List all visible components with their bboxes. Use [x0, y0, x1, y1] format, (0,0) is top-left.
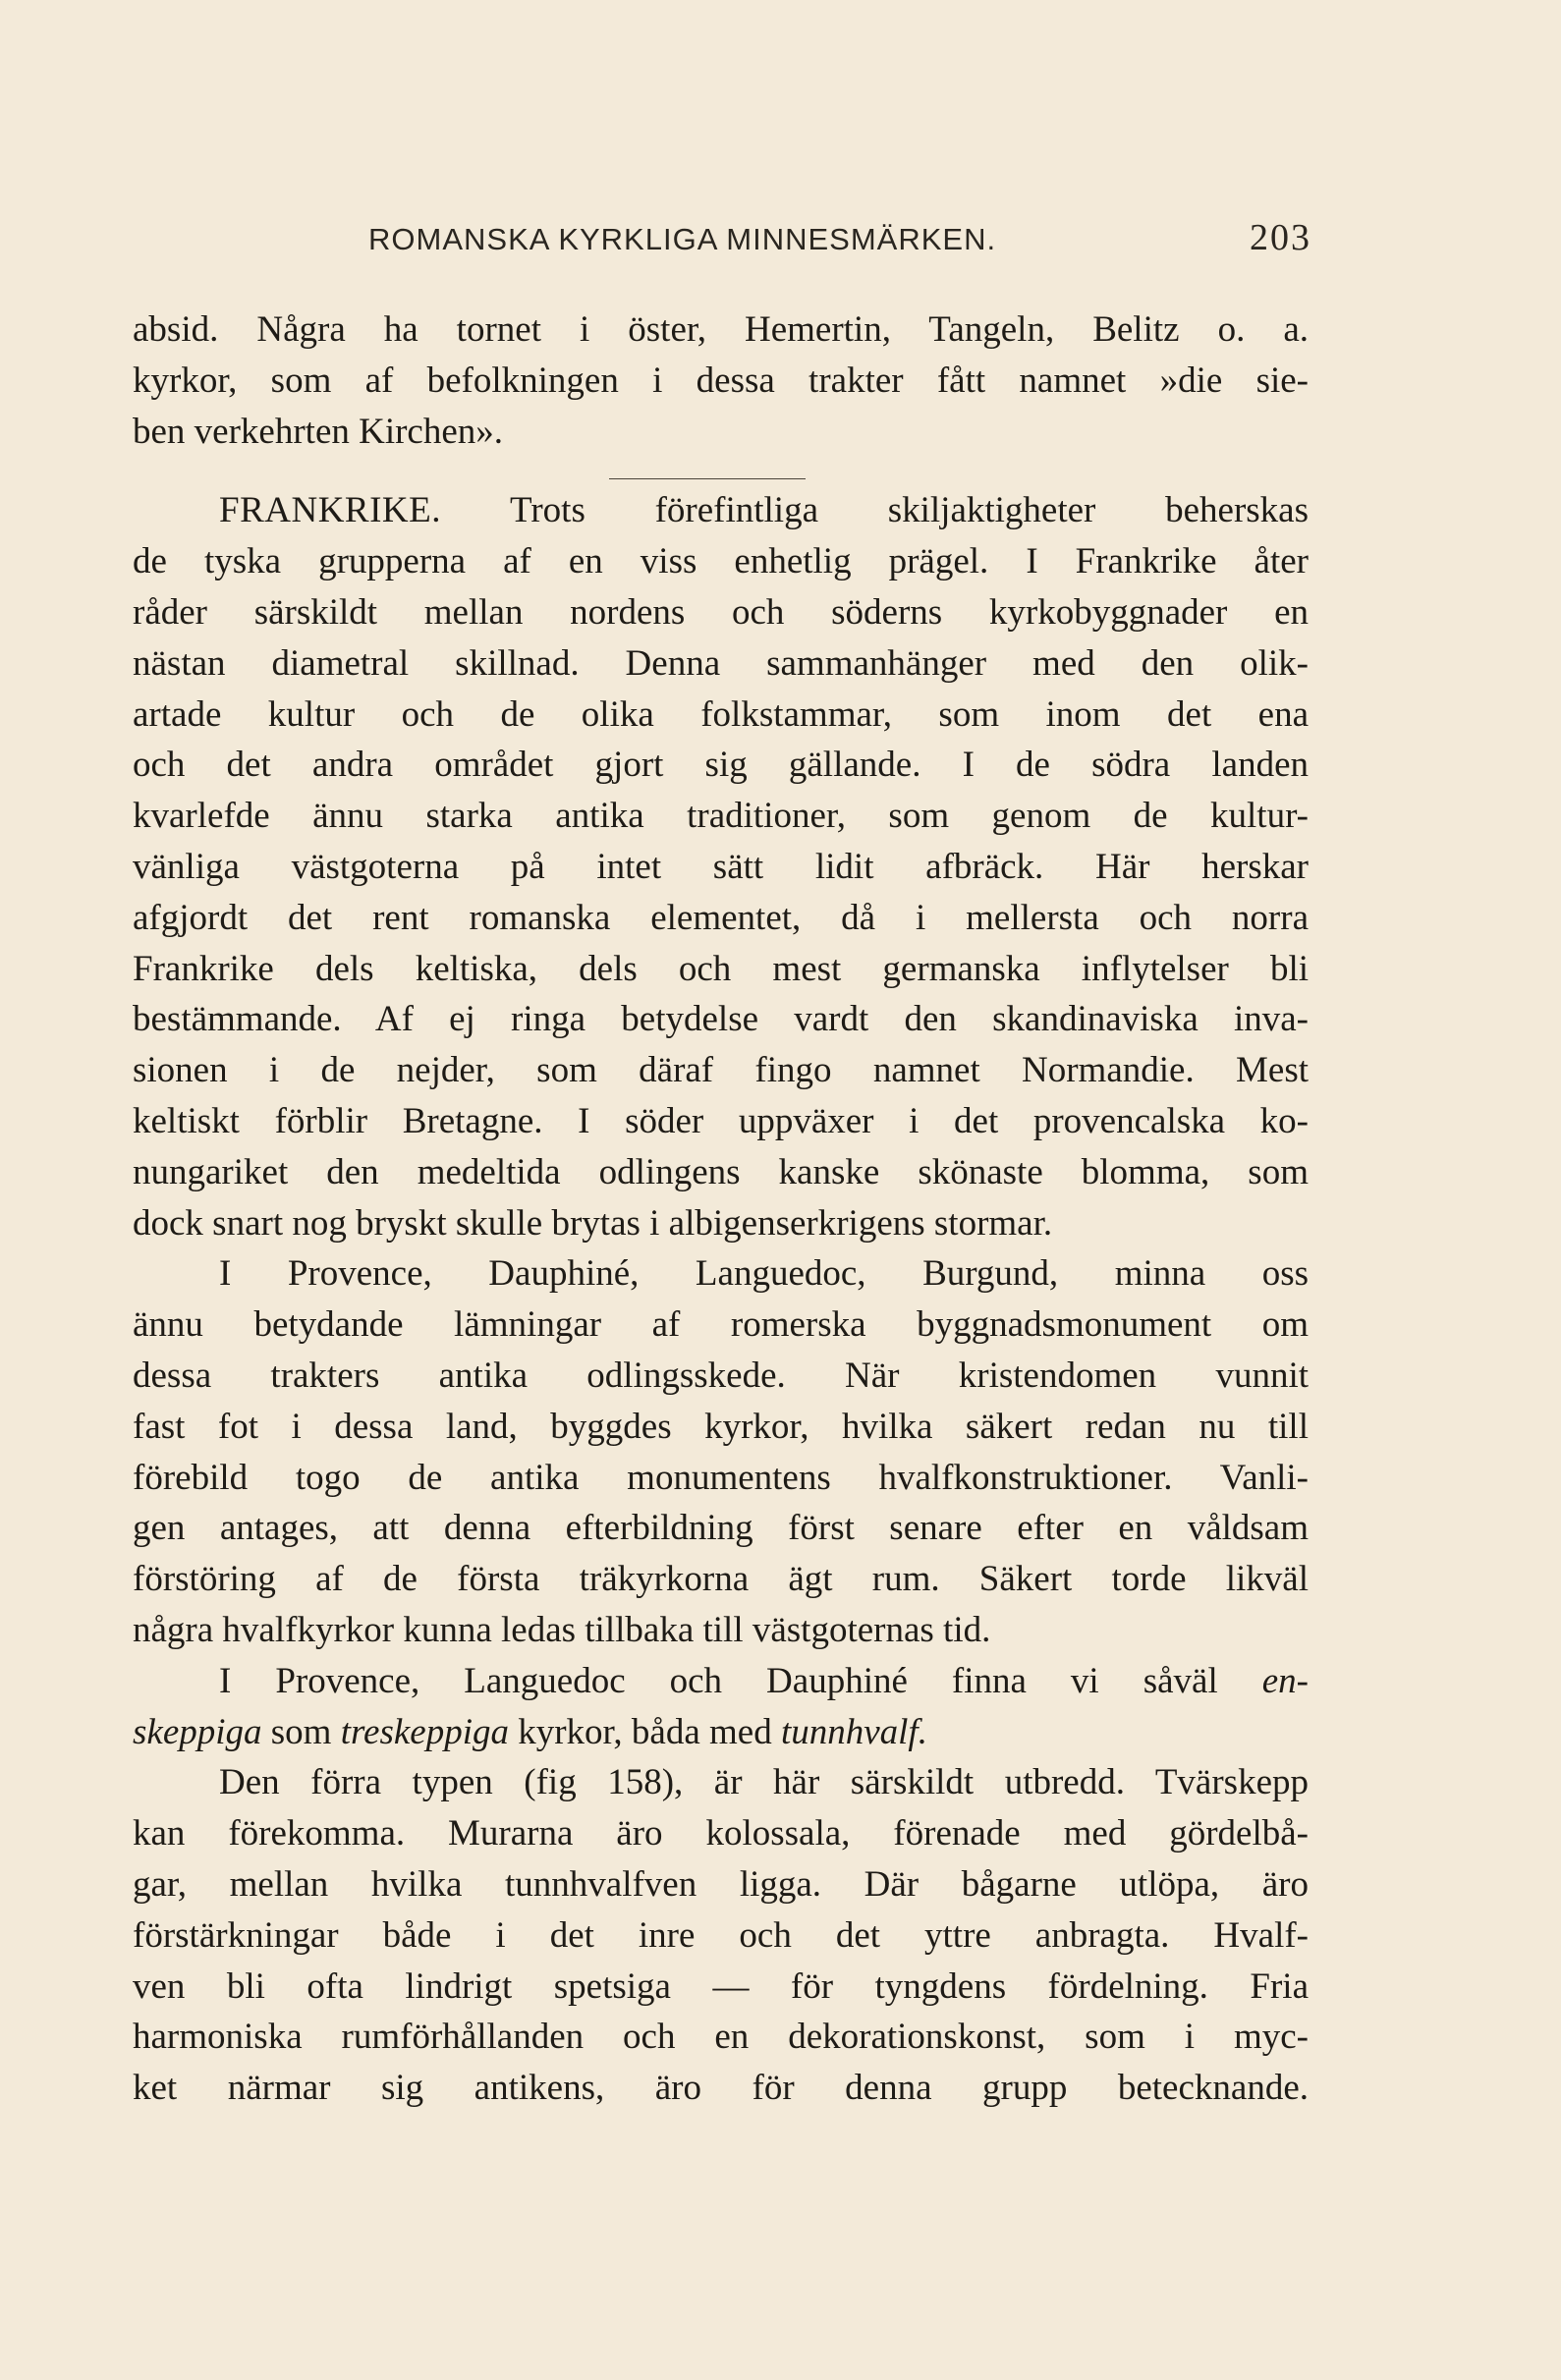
text-line: några hvalfkyrkor kunna ledas tillbaka till västgoternas tid. — [133, 1609, 991, 1650]
text-line: absid. Några ha tornet i öster, Hemertin, Tangeln, Belitz o. a. — [133, 309, 1309, 350]
text-line: sionen i de nejder, som däraf fingo namnet Normandie. Mest — [133, 1050, 1309, 1091]
section-gap — [133, 457, 1309, 485]
text-line: förebild togo de antika monumentens hvalfkonstruktioner. Vanli- — [133, 1457, 1309, 1498]
text-line: I Provence, Dauphiné, Languedoc, Burgund, minna oss — [219, 1253, 1309, 1295]
text-line — [133, 1656, 1309, 1707]
text-line: och det andra området gjort sig gällande. I de södra landen — [133, 745, 1309, 786]
text-line: harmoniska rumförhållanden och en dekorationskonst, som i myc- — [133, 2017, 1309, 2058]
text-line: kvarlefde ännu starka antika traditioner, som genom de kultur- — [133, 796, 1309, 837]
text-line: dessa trakters antika odlingsskede. När kristendomen vunnit — [133, 1355, 1309, 1396]
text-line: gar, mellan hvilka tunnhvalfven ligga. Där bågarne utlöpa, äro — [133, 1863, 1309, 1905]
text-line: Frankrike dels keltiska, dels och mest germanska inflytelser bli — [133, 948, 1309, 989]
text-line: bestämmande. Af ej ringa betydelse vardt den skandinaviska inva- — [133, 999, 1309, 1040]
text-line: fast fot i dessa land, byggdes kyrkor, hvilka säkert redan nu till — [133, 1406, 1309, 1447]
text-line: de tyska grupperna af en viss enhetlig prägel. I Frankrike åter — [133, 541, 1309, 582]
section-heading-frankrike: FRANKRIKE. — [219, 490, 441, 531]
text-span: som — [261, 1711, 341, 1752]
text-line: ven bli ofta lindrigt spetsiga — för tyngdens fördelning. Fria — [133, 1965, 1309, 2007]
text-line: Den förra typen (fig 158), är här särskildt utbredd. Tvärskepp — [219, 1762, 1309, 1803]
text-line: nästan diametral skillnad. Denna sammanhänger med den olik- — [133, 642, 1309, 684]
italic-term: treskeppiga — [340, 1711, 509, 1752]
text-span: kyrkor, båda med — [508, 1711, 781, 1752]
text-line: råder särskildt mellan nordens och söderns kyrkobyggnader en — [133, 591, 1309, 633]
text-span: Trots förefintliga skiljaktigheter beherskas — [441, 490, 1309, 531]
text-line: ket närmar sig antikens, äro för denna grupp betecknande. — [133, 2068, 1309, 2109]
text-line: nungariket den medeltida odlingens kanske skönaste blomma, som — [133, 1151, 1309, 1192]
body-text — [133, 304, 1309, 2114]
text-line: förstärkningar både i det inre och det yttre anbragta. Hvalf- — [133, 1914, 1309, 1956]
italic-term: tunnhvalf. — [780, 1711, 927, 1752]
text-line: dock snart nog bryskt skulle brytas i albigenserkrigens stormar. — [133, 1202, 1053, 1244]
text-line: gen antages, att denna efterbildning först senare efter en våldsam — [133, 1508, 1309, 1549]
italic-term: en- — [1261, 1660, 1309, 1701]
text-line: förstöring af de första träkyrkorna ägt rum. Säkert torde likväl — [133, 1559, 1309, 1600]
text-line: afgjordt det rent romanska elementet, då i mellersta och norra — [133, 897, 1309, 938]
text-line: vänliga västgoterna på intet sätt lidit afbräck. Här herskar — [133, 846, 1309, 887]
text-line: kan förekomma. Murarna äro kolossala, förenade med gördelbå- — [133, 1813, 1309, 1854]
running-head-title: ROMANSKA KYRKLIGA MINNESMÄRKEN. — [368, 222, 997, 256]
text-line: ännu betydande lämningar af romerska byggnadsmonument om — [133, 1304, 1309, 1346]
text-span: I Provence, Languedoc och Dauphiné finna vi såväl — [219, 1660, 1262, 1701]
text-line — [133, 485, 1309, 536]
text-line: kyrkor, som af befolkningen i dessa trakter fått namnet »die sie- — [133, 360, 1309, 401]
text-line: artade kultur och de olika folkstammar, som inom det ena — [133, 693, 1309, 735]
page-number: 203 — [1250, 217, 1311, 258]
text-line: ben verkehrten Kirchen». — [133, 411, 504, 452]
italic-term: skeppiga — [133, 1711, 262, 1752]
text-line: keltiskt förblir Bretagne. I söder uppväxer i det provencalska ko- — [133, 1100, 1309, 1141]
text-line — [133, 1707, 1309, 1758]
